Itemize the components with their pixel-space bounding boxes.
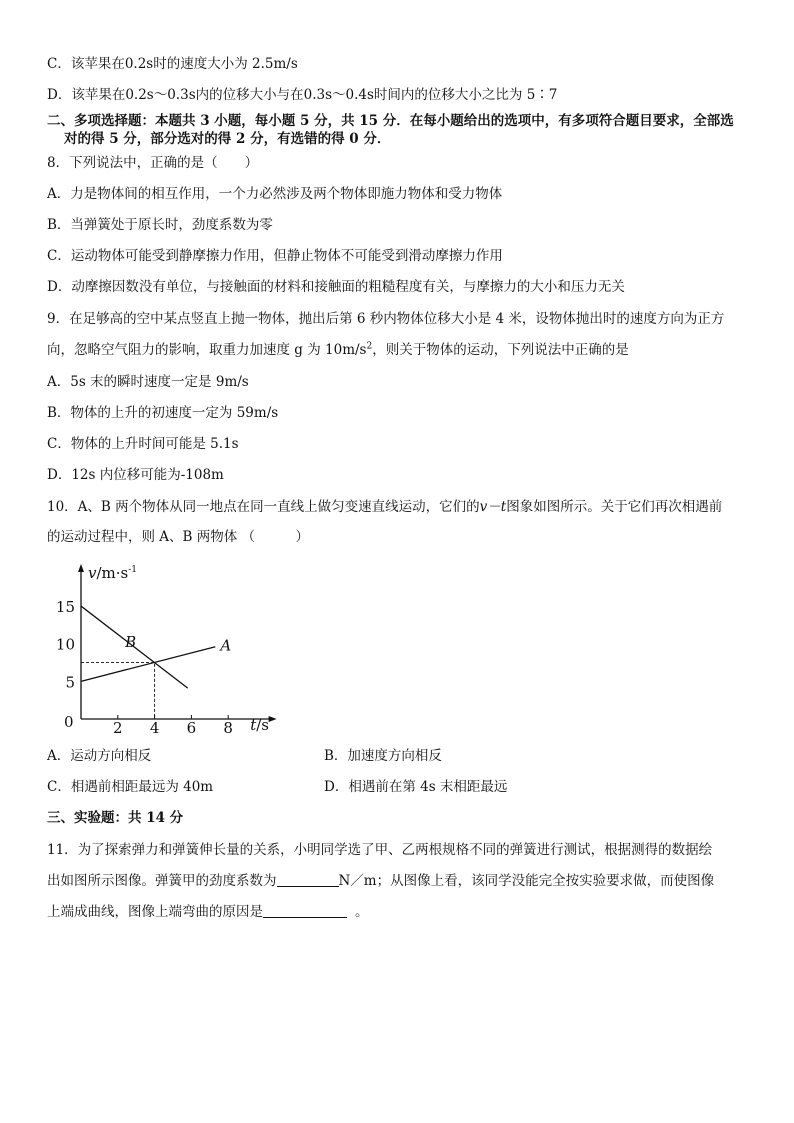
- q10-stem-line2: 的运动过程中，则 A、B 两物体 （ ）: [47, 529, 310, 545]
- q9-option-d: D．12s 内位移可能为-108m: [47, 467, 224, 483]
- q10-option-a: A．运动方向相反: [47, 748, 152, 764]
- section3-header: 三、实验题：共 14 分: [47, 810, 184, 826]
- x-axis-label: t/s: [250, 716, 269, 734]
- q11-line2: 出如图所示图像。弹簧甲的劲度系数为 N／m；从图像上看，该同学没能完全按实验要求做，而使图像: [47, 873, 715, 889]
- section2-header-cont: 对的得 5 分，部分选对的得 2 分，有选错的得 0 分．: [64, 131, 391, 147]
- option-d-prev: D．该苹果在0.2s～0.3s内的位移大小与在0.3s～0.4s时间内的位移大小之比为 5∶7: [47, 87, 558, 103]
- series-label-a: A: [220, 636, 232, 655]
- q9-option-a: A．5s 末的瞬时速度一定是 9m/s: [47, 374, 249, 390]
- q10-option-b: B．加速度方向相反: [324, 748, 442, 764]
- q10-option-c: C．相遇前相距最远为 40m: [47, 779, 214, 795]
- q11-line3: 上端成曲线，图像上端弯曲的原因是 。: [47, 904, 369, 920]
- x-tick-label: 6: [186, 719, 197, 737]
- q9-stem-line1: 9．在足够高的空中某点竖直上抛一物体，抛出后第 6 秒内物体位移大小是 4 米，设物体抛出时的速度方向为正方: [47, 311, 725, 327]
- y-axis-label: $v/m\cdot s^{-1}$: [88, 564, 138, 582]
- section2-header: 二、多项选择题：本题共 3 小题，每小题 5 分，共 15 分．在每小题给出的选项中，有多项符合题目要求，全部选: [47, 113, 734, 129]
- q8-option-c: C．运动物体可能受到静摩擦力作用，但静止物体不可能受到滑动摩擦力作用: [47, 248, 503, 264]
- q9-stem-line2: 向，忽略空气阻力的影响，取重力加速度 g 为 $10m/s^2$，则关于物体的运动，下列说法中正确的是: [47, 341, 629, 358]
- x-tick-label: 8: [223, 719, 233, 737]
- origin-label: 0: [64, 713, 74, 731]
- q10-option-d: D．相遇前在第 4s 末相距最远: [324, 779, 508, 795]
- q8-stem: 8．下列说法中，正确的是（ ）: [47, 155, 259, 171]
- y-tick-label: 15: [55, 598, 75, 617]
- y-tick-label: 5: [65, 673, 75, 692]
- y-axis-arrow: [78, 564, 84, 572]
- q8-option-d: D．动摩擦因数没有单位，与接触面的材料和接触面的粗糙程度有关，与摩擦力的大小和压力无关: [47, 279, 625, 295]
- meeting-guide-dashed: [81, 663, 155, 719]
- q8-option-b: B．当弹簧处于原长时，劲度系数为零: [47, 217, 273, 233]
- q10-stem-line1: 10．A、B 两个物体从同一地点在同一直线上做匀变速直线运动，它们的v－t图象如图所示。关于它们再次相遇前: [47, 499, 723, 515]
- series-line-a: [81, 647, 215, 682]
- answer-blank-stiffness[interactable]: [277, 872, 339, 887]
- x-tick-label: 2: [113, 719, 123, 737]
- q8-option-a: A．力是物体间的相互作用，一个力必然涉及两个物体即施力物体和受力物体: [47, 186, 503, 202]
- q9-option-c: C．物体的上升时间可能是 5.1s: [47, 436, 239, 452]
- y-tick-label: 10: [55, 635, 75, 654]
- x-axis-arrow: [269, 716, 277, 722]
- option-c-prev: C．该苹果在0.2s时的速度大小为 2.5m/s: [47, 56, 298, 72]
- x-tick-label: 4: [149, 719, 160, 737]
- vt-graph: [50, 560, 290, 742]
- answer-blank-reason[interactable]: [263, 903, 347, 918]
- q11-line1: 11．为了探索弹力和弹簧伸长量的关系，小明同学选了甲、乙两根规格不同的弹簧进行测试，根据测得的数据绘: [47, 842, 713, 858]
- series-label-b: B: [125, 633, 137, 652]
- q9-option-b: B．物体的上升的初速度一定为 59m/s: [47, 405, 279, 421]
